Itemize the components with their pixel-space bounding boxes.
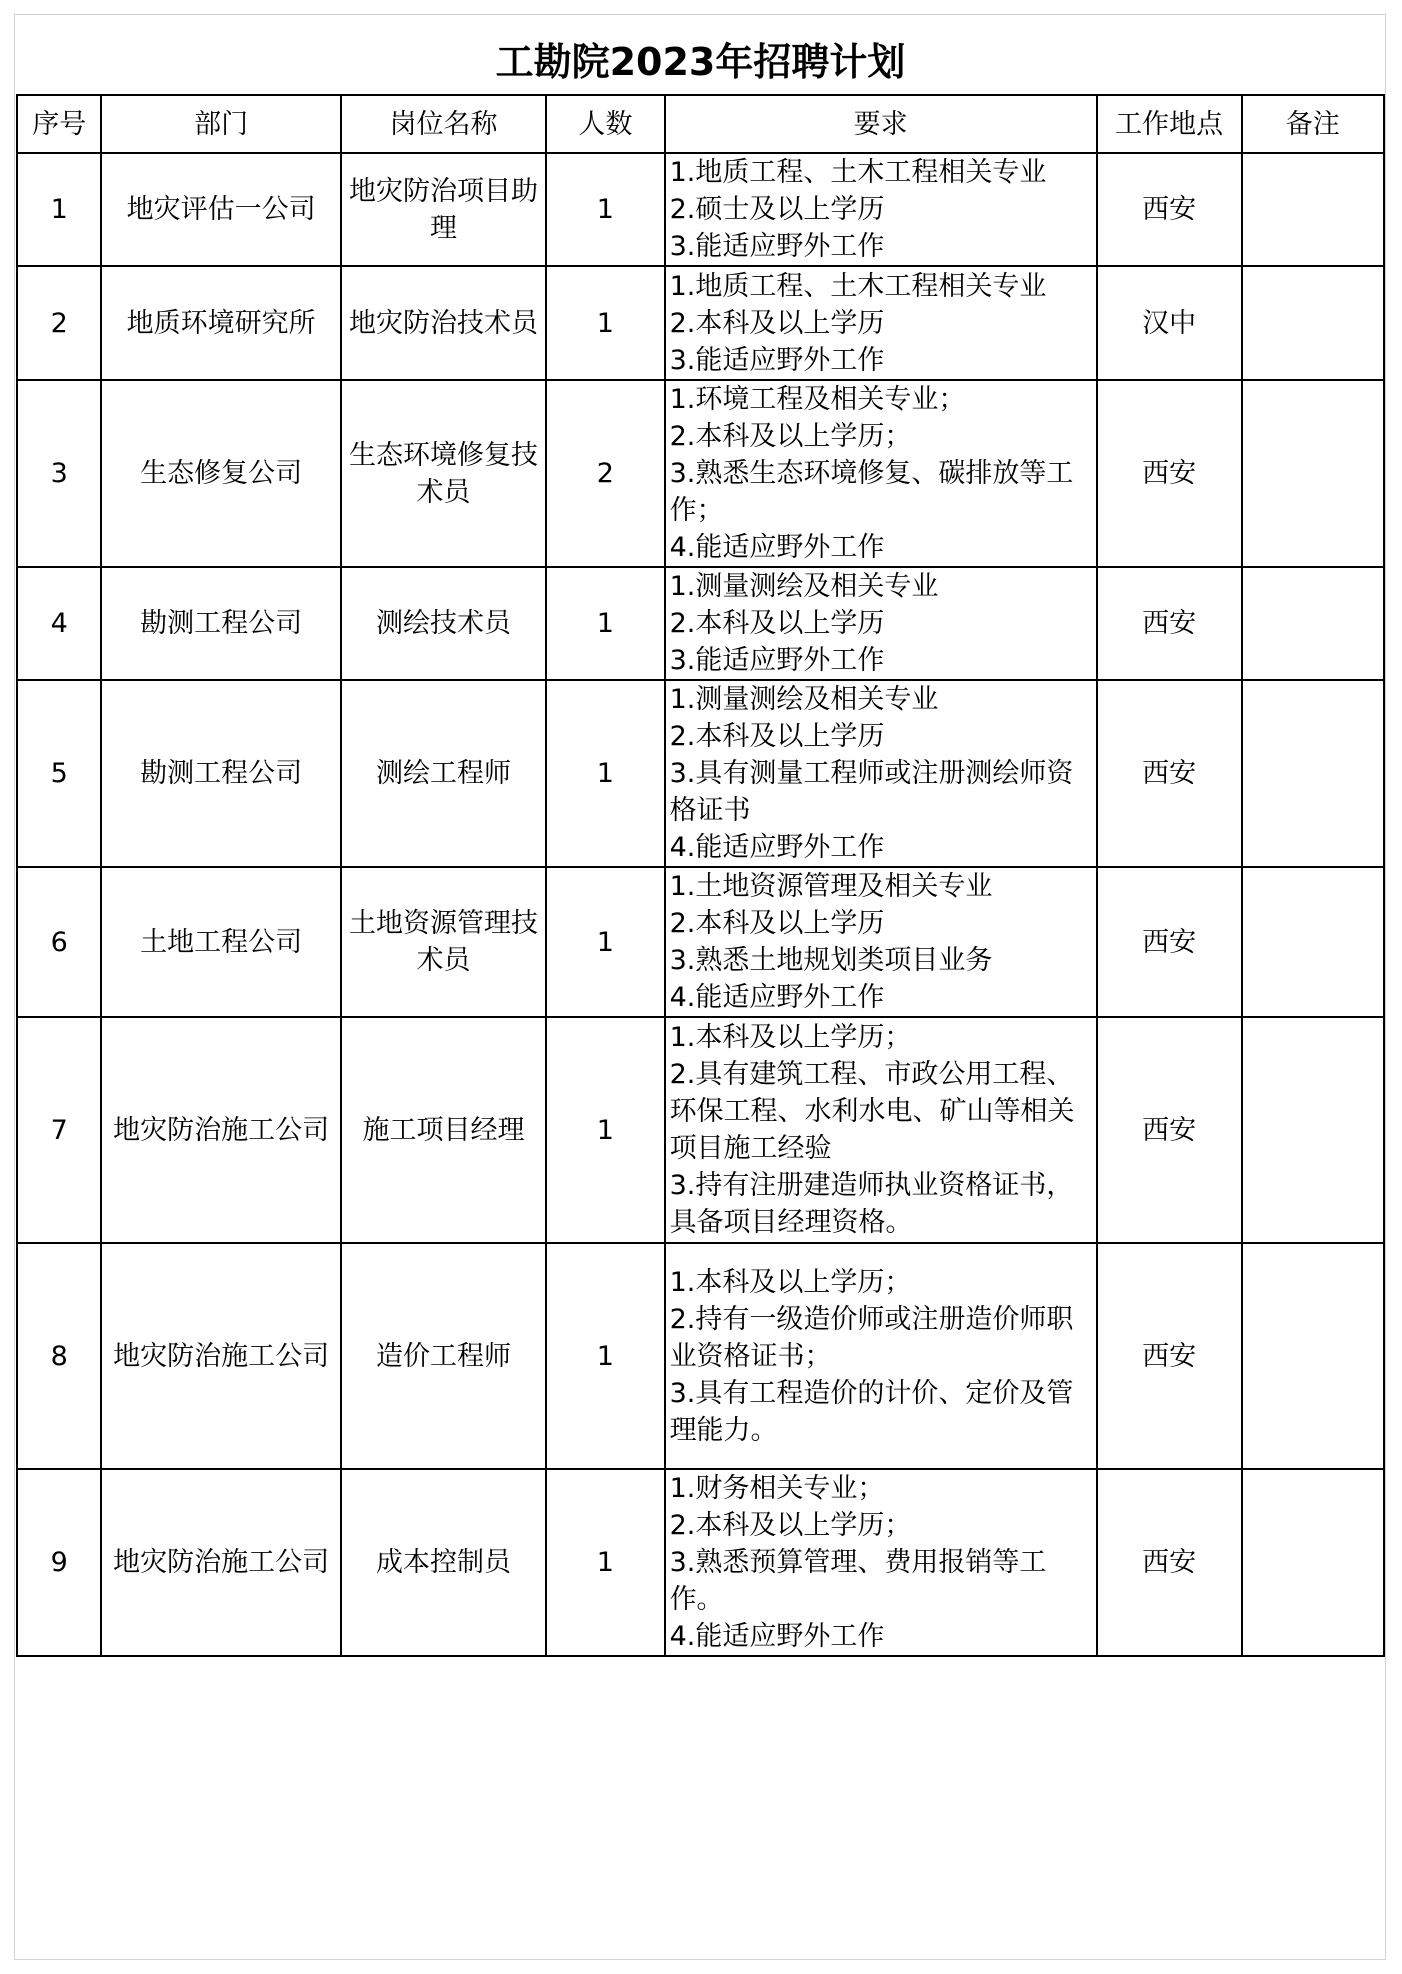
- table-row: [17, 153, 1384, 266]
- cell-no: 8: [17, 1243, 101, 1469]
- requirement-line: 3.熟悉生态环境修复、碳排放等工作；: [669, 458, 1074, 526]
- cell-requirements: [665, 380, 1097, 567]
- cell-location: 西安: [1097, 1469, 1242, 1656]
- header-row: [17, 95, 1384, 153]
- requirement-line: 3.熟悉土地规划类项目业务: [669, 945, 993, 976]
- requirement-line: 1.环境工程及相关专业；: [669, 384, 966, 415]
- cell-dept: 地质环境研究所: [101, 266, 340, 380]
- header-count: 人数: [546, 95, 664, 153]
- header-position: 岗位名称: [341, 95, 546, 153]
- cell-no: 2: [17, 266, 101, 380]
- spreadsheet-page: [14, 14, 1386, 1960]
- cell-location: 西安: [1097, 567, 1242, 680]
- cell-position: 造价工程师: [341, 1243, 546, 1469]
- requirement-line: 2.具有建筑工程、市政公用工程、环保工程、水利水电、矿山等相关项目施工经验: [669, 1059, 1075, 1164]
- cell-location: 西安: [1097, 867, 1242, 1017]
- cell-position: 地灾防治技术员: [341, 266, 546, 380]
- requirement-line: 2.本科及以上学历: [669, 721, 885, 752]
- requirement-line: 3.持有注册建造师执业资格证书，具备项目经理资格。: [669, 1170, 1074, 1238]
- cell-position: 测绘技术员: [341, 567, 546, 680]
- cell-requirements: [665, 1243, 1097, 1469]
- cell-remark: [1242, 153, 1384, 266]
- requirement-line: 4.能适应野外工作: [669, 832, 885, 863]
- cell-requirements: [665, 153, 1097, 266]
- table-row: [17, 1017, 1384, 1243]
- cell-position: 施工项目经理: [341, 1017, 546, 1243]
- requirement-line: 4.能适应野外工作: [669, 532, 885, 563]
- cell-count: 1: [546, 153, 664, 266]
- cell-remark: [1242, 1017, 1384, 1243]
- cell-location: 西安: [1097, 1017, 1242, 1243]
- recruitment-table: [16, 16, 1385, 1657]
- cell-count: 1: [546, 1017, 664, 1243]
- cell-remark: [1242, 1243, 1384, 1469]
- header-dept: 部门: [101, 95, 340, 153]
- cell-requirements: [665, 266, 1097, 380]
- requirement-line: 3.能适应野外工作: [669, 344, 885, 376]
- requirement-line: 3.具有测量工程师或注册测绘师资格证书: [669, 758, 1074, 826]
- header-remark: 备注: [1242, 95, 1384, 153]
- requirement-line: 2.本科及以上学历；: [669, 421, 912, 452]
- cell-requirements: [665, 1017, 1097, 1243]
- requirement-line: 1.地质工程、土木工程相关专业: [669, 157, 1047, 188]
- cell-position: 地灾防治项目助理: [341, 153, 546, 266]
- cell-dept: 勘测工程公司: [101, 567, 340, 680]
- table-row: [17, 1469, 1384, 1656]
- requirement-line: 3.能适应野外工作: [669, 231, 885, 262]
- requirement-line: 2.本科及以上学历: [669, 908, 885, 939]
- cell-location: 西安: [1097, 1243, 1242, 1469]
- cell-no: 3: [17, 380, 101, 567]
- requirement-line: 4.能适应野外工作: [669, 982, 885, 1013]
- cell-count: 1: [546, 266, 664, 380]
- cell-dept: 地灾防治施工公司: [101, 1017, 340, 1243]
- cell-count: 1: [546, 567, 664, 680]
- cell-no: 5: [17, 680, 101, 867]
- requirement-line: 2.本科及以上学历；: [669, 1510, 912, 1541]
- requirement-line: 1.财务相关专业；: [669, 1473, 885, 1504]
- cell-count: 1: [546, 680, 664, 867]
- cell-remark: [1242, 680, 1384, 867]
- requirement-line: 4.能适应野外工作: [669, 1621, 885, 1652]
- cell-no: 4: [17, 567, 101, 680]
- header-requirements: 要求: [665, 95, 1097, 153]
- cell-remark: [1242, 266, 1384, 380]
- cell-dept: 地灾防治施工公司: [101, 1243, 340, 1469]
- cell-requirements: [665, 1469, 1097, 1656]
- requirement-line: 3.具有工程造价的计价、定价及管理能力。: [669, 1377, 1074, 1446]
- cell-dept: 地灾评估一公司: [101, 153, 340, 266]
- requirement-line: 1.土地资源管理及相关专业: [669, 871, 993, 902]
- cell-requirements: [665, 567, 1097, 680]
- table-row: [17, 680, 1384, 867]
- cell-no: 9: [17, 1469, 101, 1656]
- cell-remark: [1242, 567, 1384, 680]
- cell-location: 西安: [1097, 380, 1242, 567]
- cell-dept: 地灾防治施工公司: [101, 1469, 340, 1656]
- requirement-line: 2.持有一级造价师或注册造价师职业资格证书；: [669, 1303, 1074, 1372]
- cell-no: 7: [17, 1017, 101, 1243]
- cell-count: 1: [546, 1469, 664, 1656]
- cell-no: 1: [17, 153, 101, 266]
- requirement-line: 3.能适应野外工作: [669, 645, 885, 676]
- table-row: [17, 567, 1384, 680]
- requirement-line: 1.测量测绘及相关专业: [669, 684, 939, 715]
- table-row: [17, 1243, 1384, 1469]
- cell-position: 生态环境修复技术员: [341, 380, 546, 567]
- table-row: [17, 380, 1384, 567]
- cell-position: 成本控制员: [341, 1469, 546, 1656]
- cell-requirements: [665, 680, 1097, 867]
- cell-location: 汉中: [1097, 266, 1242, 380]
- cell-remark: [1242, 1469, 1384, 1656]
- requirement-line: 3.熟悉预算管理、费用报销等工作。: [669, 1547, 1047, 1615]
- requirement-line: 1.本科及以上学历；: [669, 1266, 912, 1298]
- cell-location: 西安: [1097, 680, 1242, 867]
- cell-no: 6: [17, 867, 101, 1017]
- requirement-line: 1.地质工程、土木工程相关专业: [669, 270, 1047, 302]
- requirement-line: 2.硕士及以上学历: [669, 194, 885, 225]
- requirement-line: 2.本科及以上学历: [669, 608, 885, 639]
- requirement-line: 1.测量测绘及相关专业: [669, 571, 939, 602]
- cell-dept: 土地工程公司: [101, 867, 340, 1017]
- cell-count: 1: [546, 867, 664, 1017]
- cell-dept: 勘测工程公司: [101, 680, 340, 867]
- table-body: [17, 153, 1384, 1656]
- cell-remark: [1242, 867, 1384, 1017]
- cell-dept: 生态修复公司: [101, 380, 340, 567]
- table-row: [17, 867, 1384, 1017]
- page-title: 工勘院2023年招聘计划: [17, 16, 1384, 95]
- requirement-line: 2.本科及以上学历: [669, 307, 885, 339]
- header-location: 工作地点: [1097, 95, 1242, 153]
- header-no: 序号: [17, 95, 101, 153]
- cell-location: 西安: [1097, 153, 1242, 266]
- table-row: [17, 266, 1384, 380]
- requirement-line: 1.本科及以上学历；: [669, 1022, 912, 1053]
- cell-requirements: [665, 867, 1097, 1017]
- cell-remark: [1242, 380, 1384, 567]
- cell-position: 测绘工程师: [341, 680, 546, 867]
- cell-count: 2: [546, 380, 664, 567]
- cell-count: 1: [546, 1243, 664, 1469]
- cell-position: 土地资源管理技术员: [341, 867, 546, 1017]
